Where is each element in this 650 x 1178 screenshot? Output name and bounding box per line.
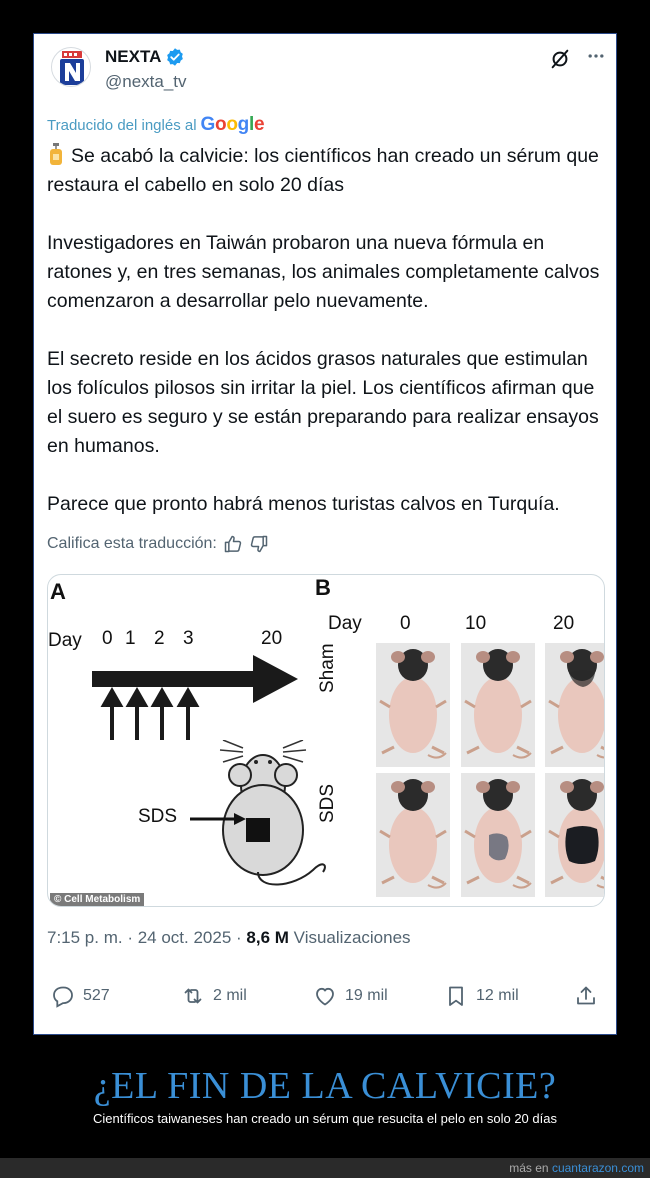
tweet-header (34, 34, 616, 114)
repost-count: 2 mil (213, 987, 247, 1004)
tweet-card (33, 33, 617, 1035)
views-label: Visualizaciones (293, 928, 411, 947)
grok-icon[interactable] (549, 48, 571, 70)
caption-subtitle: Científicos taiwaneses han creado un sérum que resucita el pelo en solo 20 días (93, 1111, 557, 1126)
mouse-photo (461, 773, 535, 897)
views-count: 8,6 M (246, 928, 289, 947)
day-tick-20: 20 (261, 628, 283, 649)
day-tick-0: 0 (102, 628, 113, 649)
paragraph-2: Investigadores en Taiwán probaron una nueva fórmula en ratones y, en tres semanas, los animales completamente calvos comenzaron a desarrollar pelo nuevamente. (47, 232, 600, 312)
day-tick-3: 3 (183, 628, 194, 649)
translation-notice[interactable] (47, 114, 264, 136)
image-copyright: © Cell Metabolism (50, 893, 144, 906)
action-bar (34, 984, 616, 1014)
day-tick-2: 2 (154, 628, 165, 649)
like-count: 19 mil (345, 987, 388, 1004)
row-label-sds: SDS (317, 783, 338, 823)
day-tick-1: 1 (125, 628, 136, 649)
reply-count: 527 (83, 987, 110, 1004)
mouse-photo (461, 643, 535, 767)
bookmark-button[interactable] (444, 984, 519, 1008)
share-icon (574, 984, 598, 1008)
mouse-photo (376, 643, 450, 767)
footer-prefix: más en (509, 1161, 549, 1175)
avatar[interactable] (51, 47, 91, 87)
share-button[interactable] (574, 984, 598, 1008)
reply-button[interactable] (51, 984, 110, 1008)
timestamp[interactable]: 7:15 p. m. · 24 oct. 2025 · (47, 928, 242, 947)
rate-translation (47, 534, 269, 554)
repost-icon (181, 984, 205, 1008)
tweet-image[interactable] (47, 574, 605, 907)
rate-translation-label: Califica esta traducción: (47, 535, 217, 552)
thumbs-up-icon[interactable] (223, 534, 243, 554)
row-label-sham: Sham (317, 643, 338, 693)
figure-panel-b (313, 575, 605, 907)
like-button[interactable] (313, 984, 388, 1008)
nexta-logo-icon (52, 48, 91, 87)
b-day-tick-10: 10 (465, 613, 487, 634)
translated-label: Traducido del inglés al (47, 116, 197, 134)
more-options-icon[interactable] (586, 46, 606, 66)
mouse-photo (545, 643, 605, 767)
panel-a-label: A (50, 579, 66, 604)
author-handle[interactable]: @nexta_tv (105, 72, 187, 91)
footer-text (509, 1161, 644, 1175)
panel-a-day-label: Day (48, 630, 82, 651)
b-day-tick-20: 20 (553, 613, 575, 634)
google-logo: Google (200, 114, 265, 135)
repost-button[interactable] (181, 984, 247, 1008)
timeline-arrows (48, 655, 313, 745)
author-name[interactable]: NEXTA (105, 47, 162, 66)
footer-site-link[interactable]: cuantarazon.com (551, 1161, 644, 1175)
mouse-photo (376, 773, 450, 897)
mouse-photo (545, 773, 605, 897)
paragraph-4: Parece que pronto habrá menos turistas calvos en Turquía. (47, 493, 560, 515)
tweet-meta (47, 928, 411, 948)
caption-title: ¿EL FIN DE LA CALVICIE? (93, 1065, 557, 1107)
bookmark-count: 12 mil (476, 987, 519, 1004)
bookmark-icon (444, 984, 468, 1008)
panel-b-label: B (315, 575, 331, 600)
paragraph-3: El secreto reside en los ácidos grasos naturales que estimulan los folículos pilosos sin irritar la piel. Los científicos afirman que el suero es seguro y se están preparando para realizar ensayos en humanos. (47, 348, 599, 457)
sds-arrow (190, 811, 248, 827)
paragraph-1: Se acabó la calvicie: los científicos han creado un sérum que restaura el cabello en solo 20 días (47, 142, 607, 200)
verified-badge-icon (165, 47, 185, 67)
thumbs-down-icon[interactable] (249, 534, 269, 554)
reply-icon (51, 984, 75, 1008)
footer-bar (0, 1158, 650, 1178)
heart-icon (313, 984, 337, 1008)
sds-label: SDS (138, 806, 178, 827)
b-day-tick-0: 0 (400, 613, 411, 634)
tweet-text (47, 142, 607, 519)
figure-panel-a (48, 575, 313, 907)
lotion-bottle-icon (47, 142, 65, 166)
panel-b-day-label: Day (328, 613, 362, 634)
